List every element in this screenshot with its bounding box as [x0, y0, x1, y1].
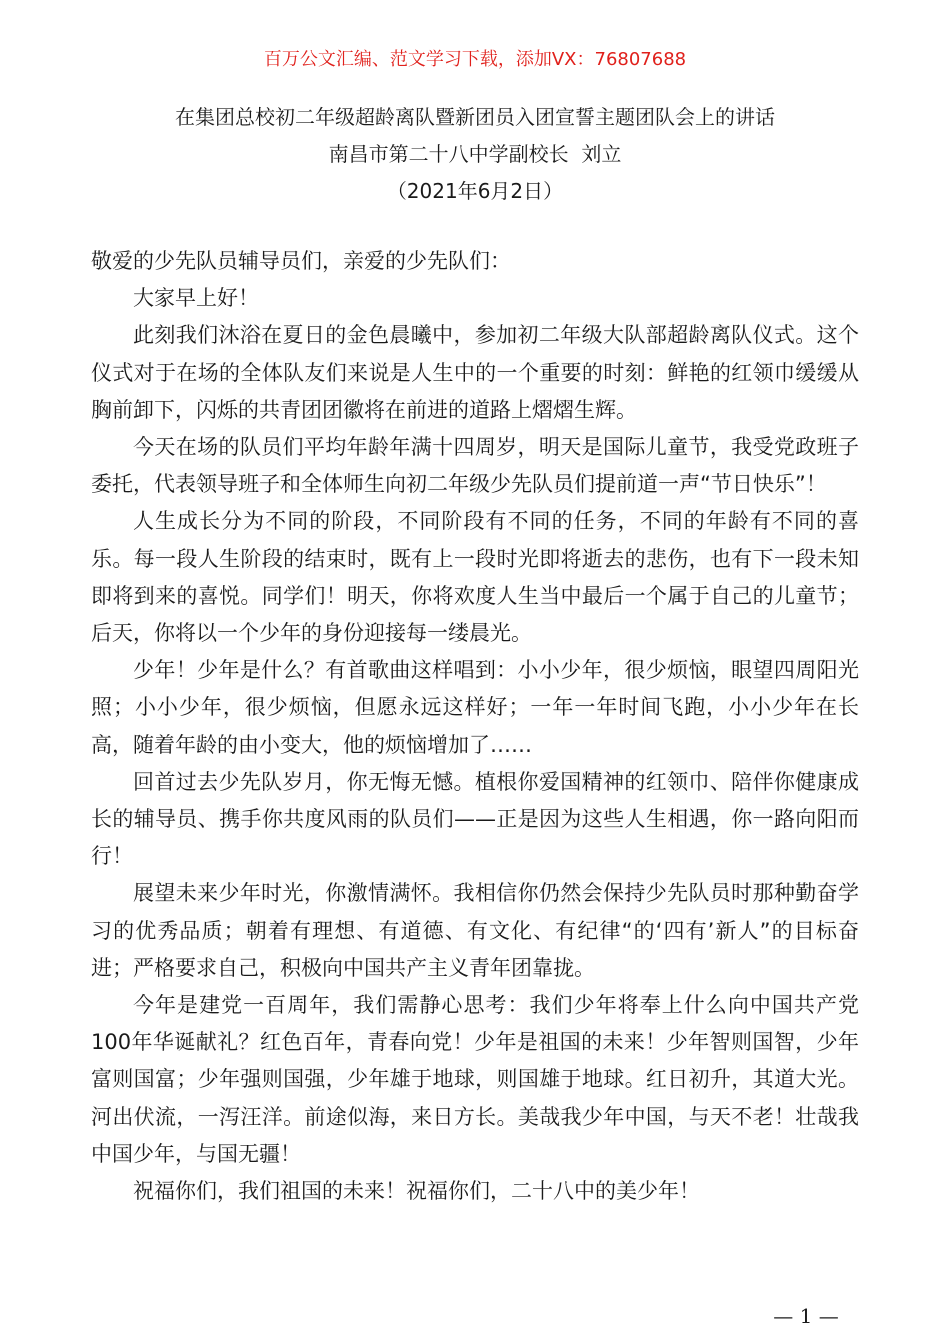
document-header — [0, 99, 950, 210]
paragraph: 祝福你们，我们祖国的未来！祝福你们，二十八中的美少年！ — [133, 1179, 700, 1204]
paragraph: 此刻我们沐浴在夏日的金色晨曦中，参加初二年级大队部超龄离队仪式。这个仪式对于在场的全体队友们来说是人生中的一个重要的时刻：鲜艳的红领巾缓缓从胸前卸下，闪烁的共青团团徽将在前进的道路上熠熠生辉。 — [91, 323, 859, 422]
speech-date: （2021年6月2日） — [386, 179, 564, 203]
watermark-banner: 百万公文汇编、范文学习下载，添加VX：76807688 — [263, 49, 687, 70]
paragraph: 展望未来少年时光，你激情满怀。我相信你仍然会保持少先队员时那种勤奋学习的优秀品质；朝着有理想、有道德、有文化、有纪律“的‘四有’新人”的目标奋进；严格要求自己，积极向中国共产主义青年团靠拢。 — [91, 881, 859, 980]
paragraph: 今天在场的队员们平均年龄年满十四周岁，明天是国际儿童节，我受党政班子委托，代表领导班子和全体师生向初二年级少先队员们提前道一声“节日快乐”！ — [91, 435, 859, 497]
salutation: 敬爱的少先队员辅导员们，亲爱的少先队们： — [91, 249, 511, 273]
paragraph: 人生成长分为不同的阶段，不同阶段有不同的任务，不同的年龄有不同的喜乐。每一段人生阶段的结束时，既有上一段时光即将逝去的悲伤，也有下一段未知即将到来的喜悦。同学们！明天，你将欢度人生当中最后一个属于自己的儿童节；后天，你将以一个少年的身份迎接每一缕晨光。 — [91, 509, 859, 646]
speaker-line: 南昌市第二十八中学副校长 刘立 — [328, 142, 622, 166]
paragraph: 大家早上好！ — [133, 286, 259, 311]
speech-body — [91, 243, 859, 1210]
page-number: — 1 — — [773, 1304, 839, 1328]
paragraph: 少年！少年是什么？有首歌曲这样唱到：小小少年，很少烦恼，眼望四周阳光照；小小少年，很少烦恼，但愿永远这样好；一年一年时间飞跑，小小少年在长高，随着年龄的由小变大，他的烦恼增加了…… — [91, 658, 859, 757]
paragraph: 今年是建党一百周年，我们需静心思考：我们少年将奉上什么向中国共产党100年华诞献礼？红色百年，青春向党！少年是祖国的未来！少年智则国智，少年富则国富；少年强则国强，少年雄于地球，则国雄于地球。红日初升，其道大光。河出伏流，一泻汪洋。前途似海，来日方长。美哉我少年中国，与天不老！壮哉我中国少年，与国无疆！ — [91, 993, 859, 1166]
speech-title: 在集团总校初二年级超龄离队暨新团员入团宣誓主题团队会上的讲话 — [175, 105, 775, 129]
paragraph: 回首过去少先队岁月，你无悔无憾。植根你爱国精神的红领巾、陪伴你健康成长的辅导员、携手你共度风雨的队员们——正是因为这些人生相遇，你一路向阳而行！ — [91, 769, 859, 869]
